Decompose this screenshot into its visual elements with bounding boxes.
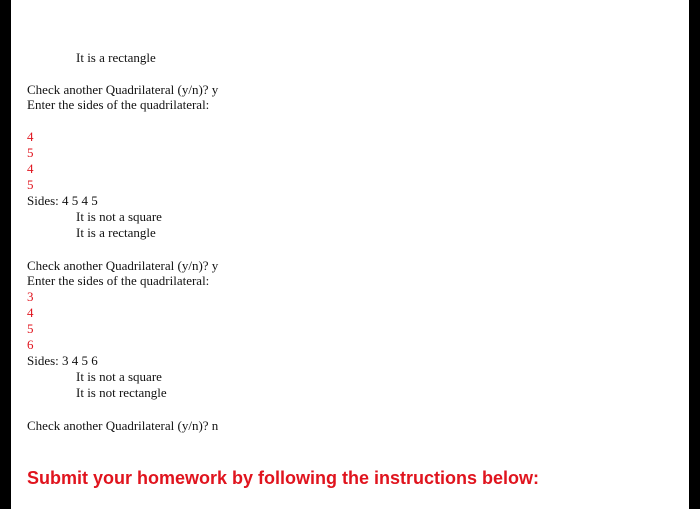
rectangle-result-2: It is not rectangle (76, 385, 167, 400)
prompt-check-another-2: Check another Quadrilateral (y/n)? y (27, 258, 219, 273)
side-input-8: 6 (27, 337, 34, 352)
prompt-check-another-1: Check another Quadrilateral (y/n)? y (27, 82, 219, 97)
result-rectangle-line: It is a rectangle (76, 50, 156, 65)
side-input-3: 4 (27, 161, 34, 176)
square-result-2: It is not a square (76, 369, 162, 384)
enter-sides-prompt-2: Enter the sides of the quadrilateral: (27, 273, 210, 288)
side-input-7: 5 (27, 321, 34, 336)
enter-sides-prompt-1: Enter the sides of the quadrilateral: (27, 97, 210, 112)
side-input-5: 3 (27, 289, 34, 304)
side-input-4: 5 (27, 177, 34, 192)
side-input-1: 4 (27, 129, 34, 144)
side-input-2: 5 (27, 145, 34, 160)
side-input-6: 4 (27, 305, 34, 320)
square-result-1: It is not a square (76, 209, 162, 224)
prompt-check-another-3: Check another Quadrilateral (y/n)? n (27, 418, 219, 433)
console-output-page (11, 0, 689, 509)
rectangle-result-1: It is a rectangle (76, 225, 156, 240)
sides-summary-2: Sides: 3 4 5 6 (27, 353, 98, 368)
sides-summary-1: Sides: 4 5 4 5 (27, 193, 98, 208)
submit-homework-heading: Submit your homework by following the instructions below: (27, 468, 540, 488)
